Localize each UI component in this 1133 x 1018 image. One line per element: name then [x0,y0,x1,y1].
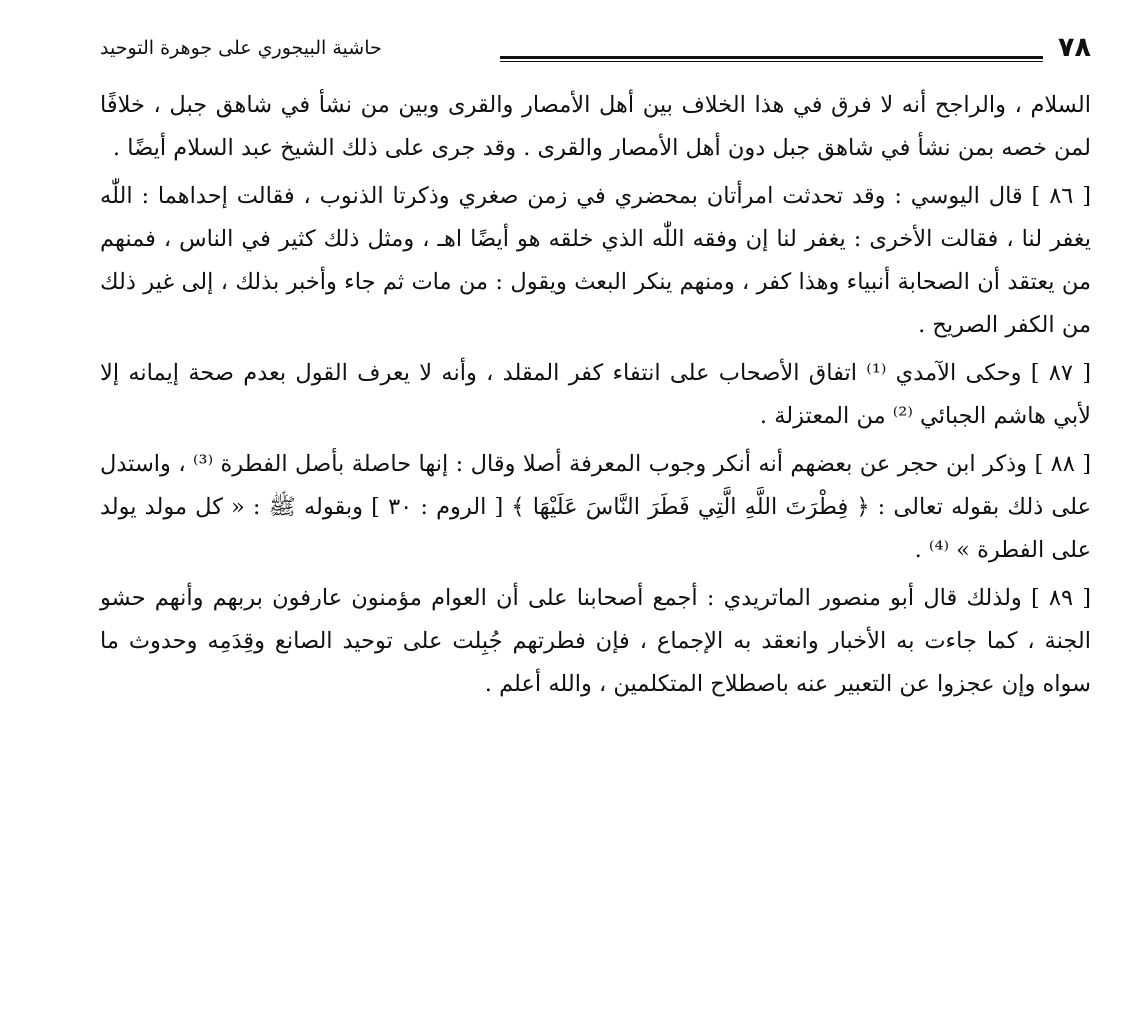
paragraph-89: [ ٨٩ ] ولذلك قال أبو منصور الماتريدي : أجمع أصحابنا على أن العوام مؤمنون عارفون بربهم وأنهم حشو الجنة ، كما جاءت به الأخبار وانعقد به الإجماع ، فإن فطرتهم جُبِلت على توحيد الصانع وقِدَمِه وحدوث ما سواه وإن عجزوا عن التعبير عنه باصطلاح المتكلمين ، والله أعلم . [100,585,1091,697]
book-title: حاشية البيجوري على جوهرة التوحيد [100,37,382,59]
paragraph-86: [ ٨٦ ] قال اليوسي : وقد تحدثت امرأتان بمحضري في زمن صغري وذكرتا الذنوب ، فقالت إحداهما : اللّٰه يغفر لنا ، فقالت الأخرى : يغفر لنا إن وفقه اللّٰه الذي خلقه هو أيضًا اهـ ، ومثل ذلك كثير في الناس ، فمنهم من يعتقد أن الصحابة أنبياء وهذا كفر ، ومنهم ينكر البعث ويقول : من مات ثم جاء وأخبر بذلك ، إلى غير ذلك من الكفر الصريح . [100,183,1091,338]
paragraph-88: [ ٨٨ ] وذكر ابن حجر عن بعضهم أنه أنكر وجوب المعرفة أصلا وقال : إنها حاصلة بأصل الفطرة ⁽³⁾ ، واستدل على ذلك بقوله تعالى : ﴿ فِطْرَتَ اللَّهِ الَّتِي فَطَرَ النَّاسَ عَلَيْهَا ﴾ [ الروم : ٣٠ ] وبقوله ﷺ : « كل مولد يولد على الفطرة » ⁽⁴⁾ . [100,451,1092,563]
running-header [100,30,1091,70]
body-text [100,84,1091,711]
paragraph-continuation: السلام ، والراجح أنه لا فرق في هذا الخلاف بين أهل الأمصار والقرى وبين من نشأ في شاهق جبل ، خلافًا لمن خصه بمن نشأ في شاهق جبل دون أهل الأمصار والقرى . وقد جرى على ذلك الشيخ عبد السلام أيضًا . [100,92,1091,161]
paragraph-87: [ ٨٧ ] وحكى الآمدي ⁽¹⁾ اتفاق الأصحاب على انتفاء كفر المقلد ، وأنه لا يعرف القول بعدم صحة إيمانه إلا لأبي هاشم الجبائي ⁽²⁾ من المعتزلة . [100,360,1091,429]
header-rule [500,56,1043,59]
page-number: ٧٨ [1058,32,1091,63]
